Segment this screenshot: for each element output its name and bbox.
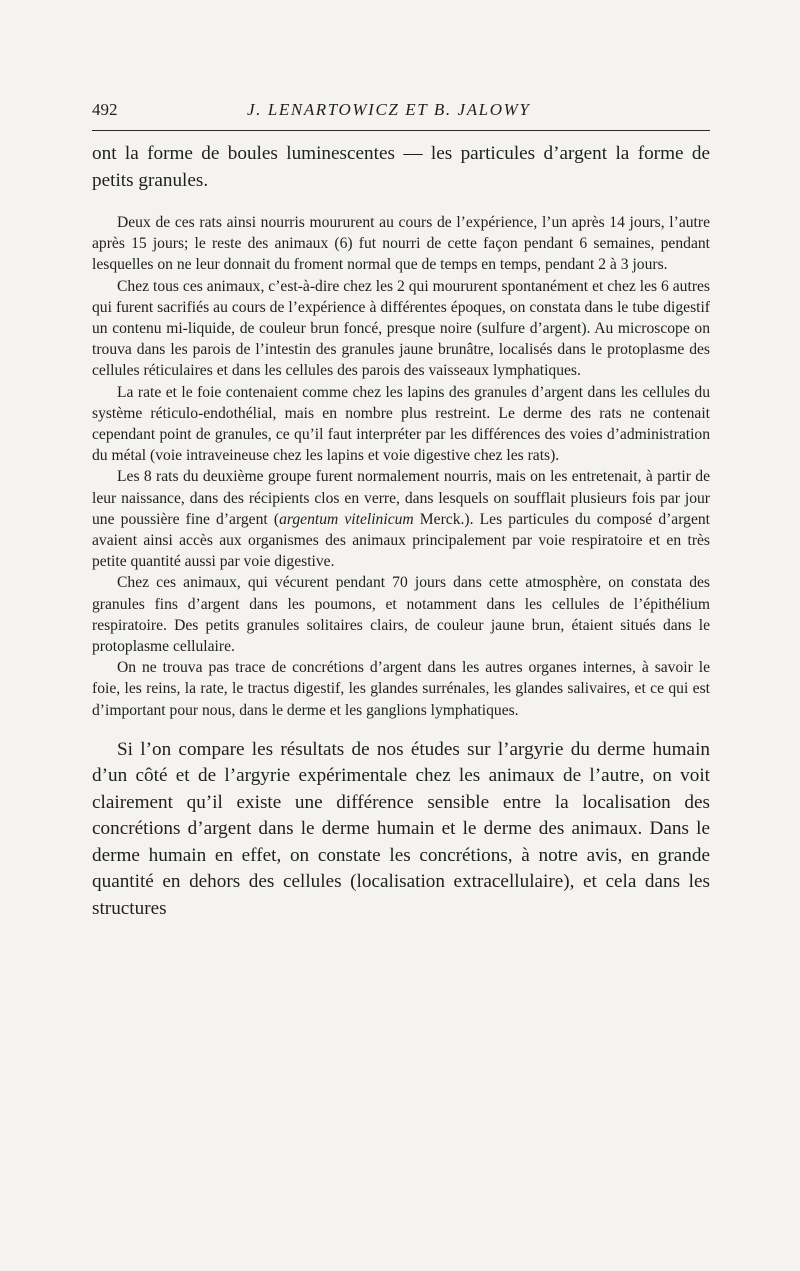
page-number: 492 xyxy=(92,100,118,119)
argentum-term: argentum vitelinicum xyxy=(279,510,414,528)
continuation-paragraph: ont la forme de boules luminescentes — les particules d’argent la forme de petits granules. xyxy=(92,143,710,191)
paragraph-second-group xyxy=(92,466,710,572)
page xyxy=(92,100,710,922)
second-group-text-a: Les 8 rats du deuxième groupe furent normalement nourris, mais on les entretenait, à partir de leur naissance, dans des récipients clos en verre, dans lesquels on soufflait plusieurs fois par jour une poussière fine d’argent ( xyxy=(92,468,710,528)
paragraph-other-organs: On ne trouva pas trace de concrétions d’argent dans les autres organes internes, à savoir le foie, les reins, la rate, le tractus digestif, les glandes surrénales, les glandes salivaires, et ce qui est d’important pour nous, dans le derme et les ganglions lymphatiques. xyxy=(92,659,710,719)
paragraph-lung-findings: Chez ces animaux, qui vécurent pendant 70 jours dans cette atmosphère, on constata des granules fins d’argent dans les poumons, et notamment dans les cellules de l’épithélium respiratoire. Des petits granules solitaires clairs, de couleur jaune brun, étaient situés dans le protoplasme cellulaire. xyxy=(92,574,710,656)
paragraph-spleen-liver: La rate et le foie contenaient comme chez les lapins des granules d’argent dans les cellules du système réticulo-endothélial, mais en nombre plus restreint. Le derme des rats ne contenait cependant point de granules, ce qu’il faut interpréter par les différences des voies d’administration du métal (voie intraveineuse chez les lapins et voie digestive chez les rats). xyxy=(92,383,710,465)
paragraph-comparison: Si l’on compare les résultats de nos études sur l’argyrie du derme humain d’un côté et de l’argyrie expérimentale chez les animaux de l’autre, on voit clairement qu’il existe une différence sensible entre la localisation des concrétions d’argent dans le derme humain et le derme des animaux. Dans le derme humain en effet, on constate les concrétions, à notre avis, en grande quantité en dehors des cellules (localisation extracellulaire), et cela dans les structures xyxy=(92,738,710,919)
running-head xyxy=(92,100,710,126)
paragraph-rats-deaths: Deux de ces rats ainsi nourris moururent au cours de l’expérience, l’un après 14 jours, l’autre après 15 jours; le reste des animaux (6) fut nourri de cette façon pendant 6 semaines, pendant lesquelles on ne leur donnait du froment normal que de temps en temps, pendant 2 à 3 jours. xyxy=(92,214,710,274)
running-title: J. LENARTOWICZ ET B. JALOWY xyxy=(247,100,531,119)
paragraph-digestive-findings: Chez tous ces animaux, c’est-à-dire chez les 2 qui moururent spontanément et chez les 6 autres qui furent sacrifiés au cours de l’expérience à différentes époques, on constata dans le tube digestif un contenu mi-liquide, de couleur brun foncé, presque noire (sulfure d’argent). Au microscope on trouva dans les parois de l’intestin des granules jaune brunâtre, localisés dans le protoplasme des cellules réticulaires et dans les cellules des parois des vaisseaux lymphatiques. xyxy=(92,277,710,380)
second-group-text-b: Merck.). Les particules du composé d’argent avaient ainsi accès aux organismes des animaux principalement par voie respiratoire et en très petite quantité aussi par voie digestive. xyxy=(92,510,710,571)
header-rule xyxy=(92,130,710,131)
